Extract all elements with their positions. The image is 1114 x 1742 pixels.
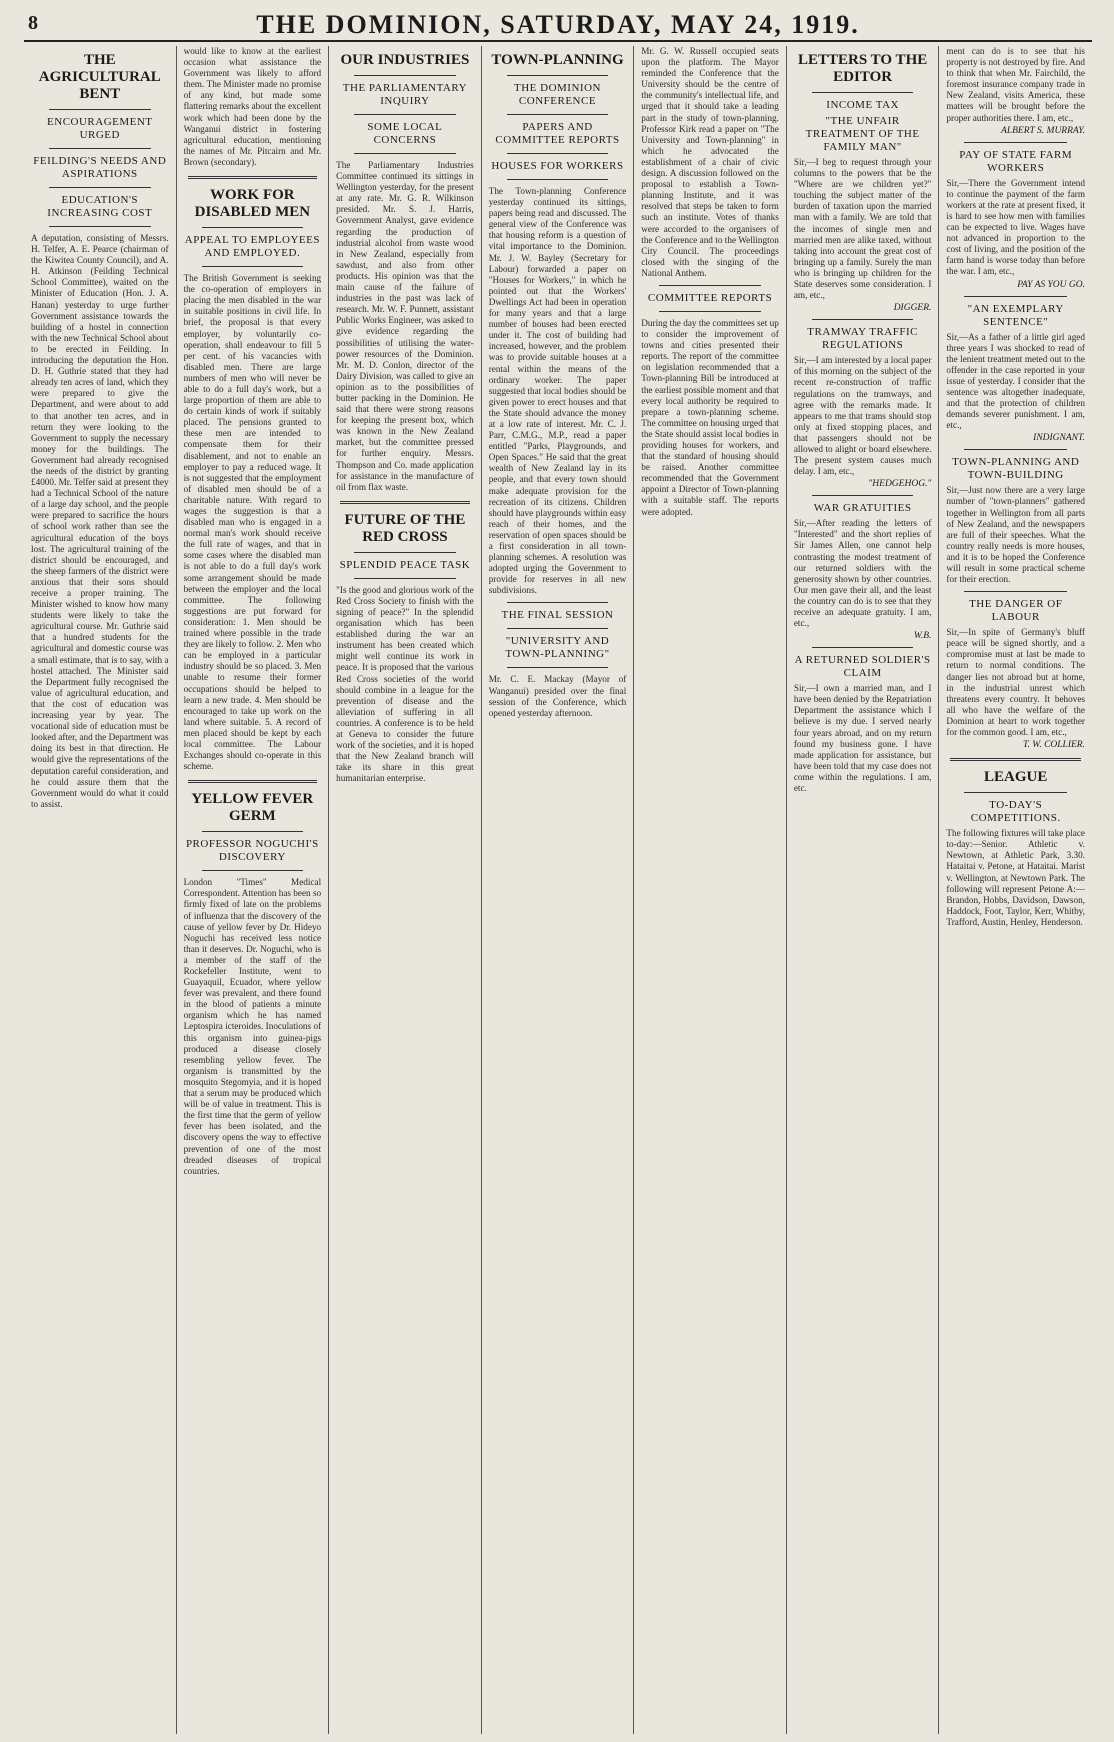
letter-heading: TOWN-PLANNING AND TOWN-BUILDING <box>952 456 1080 482</box>
divider <box>354 552 456 553</box>
divider <box>340 501 470 504</box>
letter-body: Sir,—There the Government intend to continue the payment of the farm workers at the rate at present fixed, it is hard to see how men with families can be expected to live. Wages have not advanced in proportion to the cost of living, and the position of the farm hand is worse today than before the war. I am, etc., <box>946 177 1085 277</box>
divider <box>659 285 761 286</box>
letter-body-continued: ment can do is to see that his property is not destroyed by fire. And to think that when Mr. Fairchild, the foremost insurance company trade in New Zealand, visits America, these matters will be brought before the proper authorities there. I am, etc., <box>946 46 1085 123</box>
divider <box>812 495 914 496</box>
divider <box>354 153 456 154</box>
column-2 <box>177 46 330 1734</box>
article-body: The Parliamentary Industries Committee continued its sittings in Wellington yesterday, for the present at any rate. Mr. G. R. Wilkinson presided. Mr. S. J. Harris, Government Analyst, gave evidence regarding the production of industrial alcohol from waste wood in New Zealand, especially from sawdust, and also from other products. His opinion was that the main cause of the failure of industries in the past was lack of research. Mr. W. F. Punnett, assistant Public Works Engineer, was asked to give evidence regarding the possibilities of utilising the water-power resources of the Dominion. Mr. M. D. Conlon, director of the Dairy Division, was called to give an opinion as to the possibilities of butter packing in the Dominion. He said that there were strong reasons for keeping the present box, which was known in the New Zealand market, but the committee pressed for further enquiry. Messrs. Thompson and Co. made application for assistance in the manufacture of oil from flax waste. <box>336 160 474 492</box>
article-body: The British Government is seeking the co-operation of employers in placing the men disabled in the war in suitable positions in civil life. In brief, the proposal is that every employer, by voluntarily co-operation, shall endeavour to fill 5 per cent. of his vacancies with disabled men. There are large numbers of men who will never be able to do a full day's work, but a large proportion of them are able to do certain kinds of work if suitably placed. The pensions granted to these men are intended to compensate them for their disablement, and not to enable an employer to pay a reduced wage. It is not suggested that the employment of disabled men should be of a charitable nature. With regard to wages the suggestion is that a disabled man who is engaged in a normal man's work should receive the full rate of wages, and that in some cases where the disabled man is not able to do a full day's work some arrangement should be made between the employer and the local committee. The following suggestions are put forward for consideration: 1. Men should be trained where possible in the trade they are likely to follow. 2. Men who can be employed in a particular industry should be so placed. 3. Men unable to resume their former occupations should be helped to learn a new trade. 4. Men should be encouraged to take up work on the land where suitable. 5. A record of men placed should be kept by each local committee. The Labour Exchanges should co-operate in this scheme. <box>183 273 322 772</box>
letter-body: Sir,—I beg to request through your columns to the powers that be the "Where are we children yet?" touching the subject matter of the burden of taxation upon the married man with a family. We are told that the incomes of single men and married men are alike taxed, without taking into account the great cost of bringing up a family. Surely the man who is bringing up children for the State deserves some consideration. I am, etc., <box>793 157 932 301</box>
headline-our-industries: OUR INDUSTRIES <box>340 52 470 68</box>
deck-university-town-planning: "UNIVERSITY AND TOWN-PLANNING" <box>505 635 610 661</box>
letter-signature: W.B. <box>913 631 932 642</box>
letter-heading: TRAMWAY TRAFFIC REGULATIONS <box>807 326 918 352</box>
divider <box>188 176 318 179</box>
letter-heading: A RETURNED SOLDIER'S CLAIM <box>794 654 931 680</box>
article-body: A deputation, consisting of Messrs. H. Telfer, A. E. Pearce (chairman of the Kiwitea County Council), and A. H. Atkinson (Feilding Technical School Committee), waited on the Minister of Education (Hon. J. A. Hanan) yesterday to urge further Government assistance towards the building of a hostel in connection with the new Technical School about to be erected in Feilding. In introducing the deputation the Hon. D. H. Guthrie stated that they had already ten acres of land, which they were prepared to give the Department, and were about to add to that another ten acres, and in return they were looking to the Government to supply the necessary money for the buildings. The Government had already recognised the needs of the district by granting £4000. Mr. Telfer said at present they had a Technical School of the nature of a large day school, and the people were prepared to sacrifice the hours of school work rather than see the agricultural education of the boys lost. The agricultural training of the district should be encouraged, and the sheep farmers of the district were anxious that their sons should receive a proper training. The Minister wished to know how many students were likely to take the agricultural course. Mr. Guthrie said that a hundred students for the agricultural and domestic course was a small estimate, that is to say, with a hostel attached. The Minister said the Department fully recognised the value of agricultural education, and that the cost of education was increasing year by year. The vocational side of education must be looked after, and the Department was doing its best in that direction. He would give the representations of the deputation careful consideration, and he could assure them that the Government would do what it could to assist. <box>31 233 169 809</box>
divider <box>49 226 151 227</box>
letter-body: Sir,—In spite of Germany's bluff peace will be signed shortly, and a compromise must at last be made to return to normal conditions. The danger lies not abroad but at home, in the industrial unrest which threatens every country. It behoves all who have the welfare of the Dominion at heart to work together for the common good. I am, etc., <box>946 627 1085 738</box>
deck-feilding: FEILDING'S NEEDS AND ASPIRATIONS <box>33 155 167 180</box>
letter-body: Sir,—As a father of a little girl aged three years I was shocked to read of the lenient treatment meted out to the offender in the case reported in your issue of yesterday. I consider that the sentence was altogether inadequate, and that the protection of children demands severer punishment. I am, etc., <box>946 331 1085 431</box>
headline-red-cross: FUTURE OF THE RED CROSS <box>344 511 466 545</box>
divider <box>812 647 914 648</box>
headline-letters-editor: LETTERS TO THE EDITOR <box>798 52 928 85</box>
deck-committee-reports: COMMITTEE REPORTS <box>647 291 773 304</box>
article-body-continued: Mr. G. W. Russell occupied seats upon the platform. The Mayor reminded the Conference that the University should be the centre of the community's intellectual life, and urged that it should take a leading part in the study of town-planning. Professor Kirk read a paper on "The University and Town-planning" in which he advocated the establishment of a chair of civic design. A discussion followed on the proposal to establish a Town-planning Institute, and it was resolved that steps be taken to form such an institute. Votes of thanks were accorded to the organisers of the Conference and to the Wellington City Council. The proceedings closed with the singing of the National Anthem. <box>641 46 779 278</box>
divider <box>354 75 456 76</box>
divider <box>964 449 1067 450</box>
letter-body: Sir,—I am interested by a local paper of this morning on the subject of the recent re-construction of traffic regulations on the tramways, and agree with the remarks made. It appears to me that trams should stop only at fixed stopping places, and that passengers should not be allowed to alight or board elsewhere. The present system causes much delay. I am, etc., <box>793 355 932 477</box>
divider <box>202 831 304 832</box>
divider <box>659 311 761 312</box>
deck-education-cost: EDUCATION'S INCREASING COST <box>47 194 153 219</box>
letter-body: Sir,—Just now there are a very large number of "town-planners" gathered together in Wellington from all parts of New Zealand, and the newspapers are full of their speeches. What the country really needs is more houses, and it is to be hoped the Conference will result in some practical scheme for their erection. <box>946 485 1085 585</box>
headline-yellow-fever: YELLOW FEVER GERM <box>191 791 314 825</box>
divider <box>507 179 609 180</box>
article-body: London "Times" Medical Correspondent. Attention has been so firmly fixed of late on the problems of influenza that the discovery of the cause of yellow fever by Dr. Hideyo Noguchi has received less notice than it deserves. Dr. Noguchi, who is a member of the staff of the Rockefeller Institute, went to Guayaquil, Ecuador, where yellow fever was prevalent, and there found in the blood of patients a minute organism which he has named Leptospira icteroides. Inoculations of this organism into guinea-pigs produced a disease closely resembling yellow fever. The organism is transmitted by the mosquito Stegomyia, and it is hoped that a serum may be produced which will be of value in treatment. This is the first time that the germ of yellow fever has been isolated, and the discovery opens the way to effective prevention of one of the most dreaded diseases of tropical countries. <box>183 877 322 1176</box>
deck-conference: THE DOMINION CONFERENCE <box>514 82 601 107</box>
letter-heading: THE DANGER OF LABOUR <box>969 598 1063 624</box>
divider <box>812 92 914 93</box>
divider <box>964 792 1067 793</box>
divider <box>354 578 456 579</box>
deck-final-session: THE FINAL SESSION <box>501 609 614 622</box>
letter-signature: "HEDGEHOG." <box>868 479 932 490</box>
deck-competitions: TO-DAY'S COMPETITIONS. <box>970 799 1061 825</box>
article-columns <box>24 46 1092 1734</box>
divider <box>188 780 318 783</box>
letter-heading: PAY OF STATE FARM WORKERS <box>959 148 1073 174</box>
deck-encouragement: ENCOURAGEMENT URGED <box>47 116 153 141</box>
letter-body: Sir,—I own a married man, and I have been denied by the Repatriation Department the assistance which I believe is my due. I served nearly four years abroad, and on my return found my business gone. I have made application for assistance, but have been told that my case does not come within the regulations. I am, etc. <box>793 683 932 794</box>
deck-papers-reports: PAPERS AND COMMITTEE REPORTS <box>495 121 620 146</box>
divider <box>507 75 609 76</box>
article-body-continued: would like to know at the earliest occasion what assistance the Government was likely to afford them. The Minister made no promise of any kind, but made some flattering remarks about the excellent work which had been done by the Wanganui district in fostering agricultural education, mentioning the names of Mr. Pitcairn and Mr. Brown (secondary). <box>183 46 322 167</box>
deck-parliamentary-inquiry: THE PARLIAMENTARY INQUIRY <box>342 82 468 107</box>
masthead <box>24 10 1092 42</box>
divider <box>964 296 1067 297</box>
letter-signature: DIGGER. <box>893 303 932 314</box>
column-7 <box>939 46 1092 1734</box>
article-body: During the day the committees set up to consider the improvement of towns and cities presented their reports. The report of the committee on legislation recommended that a Town-planning Bill be introduced at the earliest possible moment and that every local authority be required to prepare a town-planning scheme. The committee on housing urged that the State should assist local bodies in providing houses for workers, and that the standard of housing should be raised. Another committee recommended that the Government appoint a Director of Town-planning with a suitable staff. The reports were adopted. <box>641 317 779 517</box>
deck-noguchi: PROFESSOR NOGUCHI'S DISCOVERY <box>185 838 319 864</box>
divider <box>812 319 914 320</box>
headline-agricultural-bent: THE AGRICULTURAL BENT <box>38 52 161 102</box>
divider <box>507 153 609 154</box>
deck-peace-task: SPLENDID PEACE TASK <box>339 558 471 571</box>
article-body: Mr. C. E. Mackay (Mayor of Wanganui) presided over the final session of the Conference, which opened yesterday afternoon. <box>488 674 627 718</box>
divider <box>507 667 609 668</box>
divider <box>49 109 151 110</box>
letter-signature: T. W. COLLIER. <box>1022 740 1085 751</box>
deck-local-concerns: SOME LOCAL CONCERNS <box>367 121 443 146</box>
divider <box>202 266 304 267</box>
article-body: The following fixtures will take place to-day:—Senior. Athletic v. Newtown, at Athletic Park, 3.30. Hataitai v. Petone, at Hataitai. Marist v. Wellington, at Newtown Park. The following will represent Petone A:—Brandon, Hobbs, Davidson, Dawson, Haddock, Foot, Taylor, Kerr, Whitby, Trafford, Austin, Henley, Henderson. <box>946 828 1085 927</box>
divider <box>49 148 151 149</box>
column-3 <box>329 46 482 1734</box>
column-1 <box>24 46 177 1734</box>
article-body: The Town-planning Conference yesterday continued its sittings, papers being read and discussed. The general view of the Conference was that housing reform is a question of vital importance to the Dominion. Mr. J. W. Bayley (Secretary for Labour) forwarded a paper on "Houses for Workers," in which he pointed out that the Workers' Dwellings Act had been in operation for many years and that a large number of houses had been erected under it. The cost of building had increased, however, and the problem was to provide suitable houses at a rental within the means of the ordinary worker. The paper suggested that local bodies should be given power to erect houses and that the State should advance the money at a low rate of interest. Mr. C. J. Parr, C.M.G., M.P., read a paper entitled "Parks, Playgrounds, and Open Spaces." He said that the great wealth of New Zealand lay in its people, and that every town should make adequate provision for the recreation of its citizens. Children should have playgrounds within easy reach of their homes, and the reservation of open spaces should be a first consideration in all town-planning schemes. A resolution was adopted urging the Government to provide for reserves in all new subdivisions. <box>488 186 627 596</box>
deck-houses-workers: HOUSES FOR WORKERS <box>491 160 624 172</box>
headline-league: LEAGUE <box>984 769 1048 786</box>
newspaper-title: THE DOMINION, SATURDAY, MAY 24, 1919. <box>256 10 860 39</box>
letter-signature: PAY AS YOU GO. <box>1017 279 1085 290</box>
letter-signature: ALBERT S. MURRAY. <box>1001 125 1085 136</box>
letter-subheading: "THE UNFAIR TREATMENT OF THE FAMILY MAN" <box>805 115 920 153</box>
column-4 <box>482 46 635 1734</box>
deck-appeal: APPEAL TO EMPLOYEES AND EMPLOYED. <box>184 234 320 260</box>
divider <box>354 114 456 115</box>
column-5 <box>634 46 787 1734</box>
letter-signature: INDIGNANT. <box>1033 433 1085 444</box>
divider <box>202 870 304 871</box>
page-number: 8 <box>28 12 38 34</box>
divider <box>964 591 1067 592</box>
letter-heading: INCOME TAX <box>826 99 899 111</box>
divider <box>49 187 151 188</box>
divider <box>507 628 609 629</box>
divider <box>507 602 609 603</box>
headline-disabled-men: WORK FOR DISABLED MEN <box>194 187 311 221</box>
article-body: "Is the good and glorious work of the Red Cross Society to finish with the signing of peace?" In the splendid organisation which has been established during the war an instrument has been created which might well continue its work in peace. It is proposed that the various Red Cross societies of the world should combine in a league for the prevention of disease and the alleviation of suffering in all countries. A conference is to be held at Geneva to consider the future work of the societies, and it is hoped that the New Zealand branch will take its share in this great humanitarian enterprise. <box>336 584 474 784</box>
letter-body: Sir,—After reading the letters of "Interested" and the short replies of Sir James Allen, one cannot help contrasting the modest treatment of our returned soldiers with the generosity shown by other countries. Our men gave their all, and the least the country can do is to see that they receive an adequate gratuity. I am, etc., <box>793 518 932 629</box>
divider <box>507 114 609 115</box>
letter-heading: WAR GRATUITIES <box>813 502 912 515</box>
column-6 <box>787 46 940 1734</box>
headline-town-planning: TOWN-PLANNING <box>491 52 624 68</box>
letter-heading: "AN EXEMPLARY SENTENCE" <box>967 302 1064 328</box>
divider <box>950 758 1081 761</box>
divider <box>964 142 1067 143</box>
divider <box>202 227 304 228</box>
